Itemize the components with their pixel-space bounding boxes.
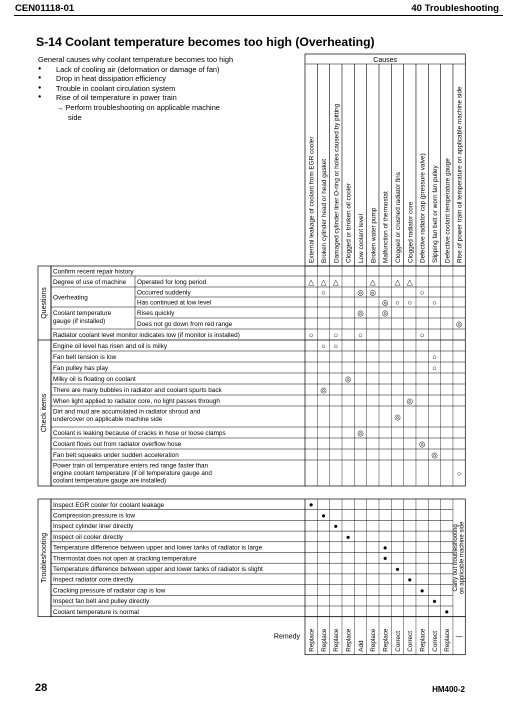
check-label: Dirt and mud are accumulated in radiator shroud and (53, 408, 201, 416)
troubleshooting-mark: ● (395, 564, 400, 574)
question-mark: ◎ (357, 287, 364, 297)
troubleshooting-mark: ● (345, 532, 351, 542)
question-mark: ○ (358, 330, 363, 340)
page-number: 28 (35, 682, 48, 694)
troubleshooting-label: Cracking pressure of radiator cap is low (53, 587, 166, 595)
check-mark: ○ (321, 341, 326, 351)
question-sub-label: Has continued at low level (137, 299, 212, 307)
question-mark: △ (394, 277, 401, 287)
question-label: Overheating (53, 294, 88, 302)
remedy-value: Replace (444, 628, 452, 652)
troubleshooting-label: Thermostat does not open at cracking temperature (53, 555, 197, 563)
remedy-label: Remedy (273, 633, 300, 641)
cause-label: External leakage of coolant from EGR cooler (308, 136, 316, 263)
check-label: engine coolant temperature (if oil temperature gauge and (53, 470, 212, 478)
check-label: Engine oil level has risen and oil is milky (53, 343, 168, 350)
page-title: S-14 Coolant temperature becomes too high (Overheating) (36, 35, 375, 49)
cause-label: Clogged or crushed radiator fins (394, 172, 402, 263)
question-mark: ○ (419, 330, 425, 340)
question-label: Degree of use of machine (53, 279, 127, 286)
check-mark: ◎ (431, 450, 438, 460)
question-sub-label: Operated for long period (137, 279, 207, 286)
check-mark: ◎ (406, 396, 414, 406)
remedy-value: Replace (333, 628, 341, 652)
question-sub-label: Occurred suddenly (137, 289, 191, 297)
question-mark: ○ (419, 287, 425, 297)
check-label: Fan pulley has play (53, 365, 109, 372)
intro-bullet: ● Drop in heat dissipation efficiency (38, 74, 278, 84)
remedy-value: Replace (382, 628, 390, 652)
cause-label: Clogged or broken oil cooler (345, 183, 353, 263)
troubleshooting-label: Compression pressure is low (53, 512, 136, 520)
intro-lead: General causes why coolant temperature becomes too high (38, 55, 234, 64)
group-label-troubleshooting: Troubleshooting (41, 532, 48, 583)
troubleshooting-mark: ● (419, 585, 425, 595)
remedy-value: Correct (431, 631, 439, 652)
remedy-value: Replace (308, 628, 316, 652)
remedy-value: — (455, 633, 463, 641)
group-label-questions: Questions (41, 287, 48, 319)
troubleshooting-label: Coolant temperature is normal (53, 608, 139, 616)
group-label-check-items: Check items (41, 393, 48, 433)
troubleshooting-label: Inspect EGR cooler for coolant leakage (53, 501, 165, 509)
check-label: Coolant is leaking because of cracks in hose or loose clamps (53, 430, 226, 437)
check-label: When light applied to radiator core, no light passes through (53, 398, 220, 405)
check-label: There are many bubbles in radiator and coolant spurts back (53, 387, 222, 394)
remedy-value: Correct (394, 631, 402, 652)
question-mark: ○ (333, 330, 339, 340)
intro-bullet: ● Trouble in coolant circulation system (38, 84, 278, 94)
cause-label: Malfunction of thermostat (382, 191, 390, 263)
cause-label: Broken cylinder head or head gasket (320, 158, 328, 263)
question-mark: ○ (395, 297, 400, 307)
question-sub-label: Does not go down from red range (137, 321, 233, 328)
troubleshooting-label: Inspect cylinder liner directly (53, 523, 134, 531)
troubleshooting-mark: ● (444, 607, 450, 617)
cause-label: Defective radiator cap (pressure valve) (419, 153, 427, 263)
question-mark: △ (320, 277, 327, 287)
remedy-value: Add (357, 640, 365, 652)
check-mark: ◎ (344, 374, 352, 384)
troubleshooting-label: Temperature difference between upper and lower tanks of radiator is slight (53, 565, 263, 573)
check-mark: ○ (333, 341, 339, 351)
check-label: Milky oil is floating on coolant (53, 376, 136, 383)
question-mark: △ (308, 277, 315, 287)
troubleshooting-mark: ● (432, 596, 437, 606)
remedy-value: Replace (370, 628, 378, 652)
question-mark: ○ (432, 297, 437, 307)
check-mark: ◎ (418, 439, 426, 449)
question-mark: ○ (407, 297, 413, 307)
troubleshooting-mark: ● (382, 542, 388, 552)
question-mark: ◎ (357, 308, 364, 318)
intro-bullet: ● Rise of oil temperature in power train (38, 93, 278, 103)
remedy-value: Replace (345, 628, 353, 652)
troubleshooting-label: Temperature difference between upper and lower tanks of radiator is large (53, 544, 263, 552)
cause-label: Slipping fan belt or worn fan pulley (431, 165, 439, 263)
check-label: Fan belt squeaks under sudden acceleration (53, 452, 179, 459)
question-mark: ◎ (381, 297, 389, 307)
cause-label: Rise of power train oil temperature on applicable machine side (456, 86, 464, 263)
troubleshooting-label: Inspect fan belt and pulley directly (53, 598, 150, 606)
section-title: 40 Troubleshooting (411, 3, 499, 14)
doc-code: CEN01118-01 (15, 3, 75, 14)
question-mark: △ (406, 277, 413, 287)
cause-label: Low coolant level (357, 213, 365, 263)
remedy-value: Replace (320, 628, 328, 652)
troubleshooting-mark: ● (333, 521, 339, 531)
troubleshooting-label: Inspect oil cooler directly (53, 533, 123, 541)
intro-sub-note: → Perform troubleshooting on applicable machine (56, 102, 220, 112)
check-mark: ○ (432, 363, 437, 373)
intro-bullet: ● Lack of cooling air (deformation or damage of fan) (38, 65, 278, 75)
causes-header: Causes (373, 57, 398, 64)
intro-sub-note-cont: side (68, 112, 82, 122)
check-label: Power train oil temperature enters red range faster than (53, 462, 209, 470)
side-note: Carry out troubleshooting (453, 524, 460, 592)
question-label-cont: gauge (if installed) (53, 318, 106, 325)
check-mark: ○ (456, 468, 462, 478)
question-mark: ◎ (369, 287, 377, 297)
question-mark: △ (332, 277, 339, 287)
cause-label: Defective coolant temperature gauge (444, 158, 452, 263)
question-mark: ◎ (381, 308, 389, 318)
question-mark: △ (369, 277, 376, 287)
troubleshooting-mark: ● (321, 510, 326, 520)
question-label: Confirm recent repair history (53, 268, 134, 276)
question-mark: ◎ (455, 319, 463, 329)
question-label: Radiator coolant level monitor indicates low (if monitor is installed) (53, 332, 240, 339)
check-label: Coolant flows out from radiator overflow hose (53, 441, 182, 448)
check-mark: ◎ (320, 385, 327, 395)
check-mark: ◎ (394, 412, 401, 422)
question-label: Coolant temperature (53, 310, 112, 317)
question-sub-label: Rises quickly (137, 310, 175, 317)
remedy-value: Correct (407, 631, 415, 652)
cause-label: Clogged radiator core (407, 201, 415, 263)
cause-label: Damaged cylinder liner O-ring or holes caused by pitting (333, 103, 341, 263)
check-label: Fan belt tension is low (53, 354, 117, 361)
question-mark: ○ (308, 330, 314, 340)
check-mark: ○ (432, 352, 437, 362)
troubleshooting-mark: ● (308, 500, 314, 510)
check-mark: ◎ (357, 428, 364, 438)
side-note-cont: on applicable machine side (459, 521, 466, 595)
cause-label: Broken water pump (370, 207, 378, 263)
troubleshooting-mark: ● (382, 553, 388, 563)
doc-number: HM400-2 (432, 685, 465, 694)
troubleshooting-mark: ● (407, 575, 413, 585)
remedy-value: Replace (419, 628, 427, 652)
check-label: coolant temperature gauge are installed) (53, 477, 167, 485)
question-mark: ○ (321, 287, 326, 297)
troubleshooting-label: Inspect radiator core directly (53, 576, 134, 584)
check-label: undercover on applicable machine side (53, 416, 163, 424)
